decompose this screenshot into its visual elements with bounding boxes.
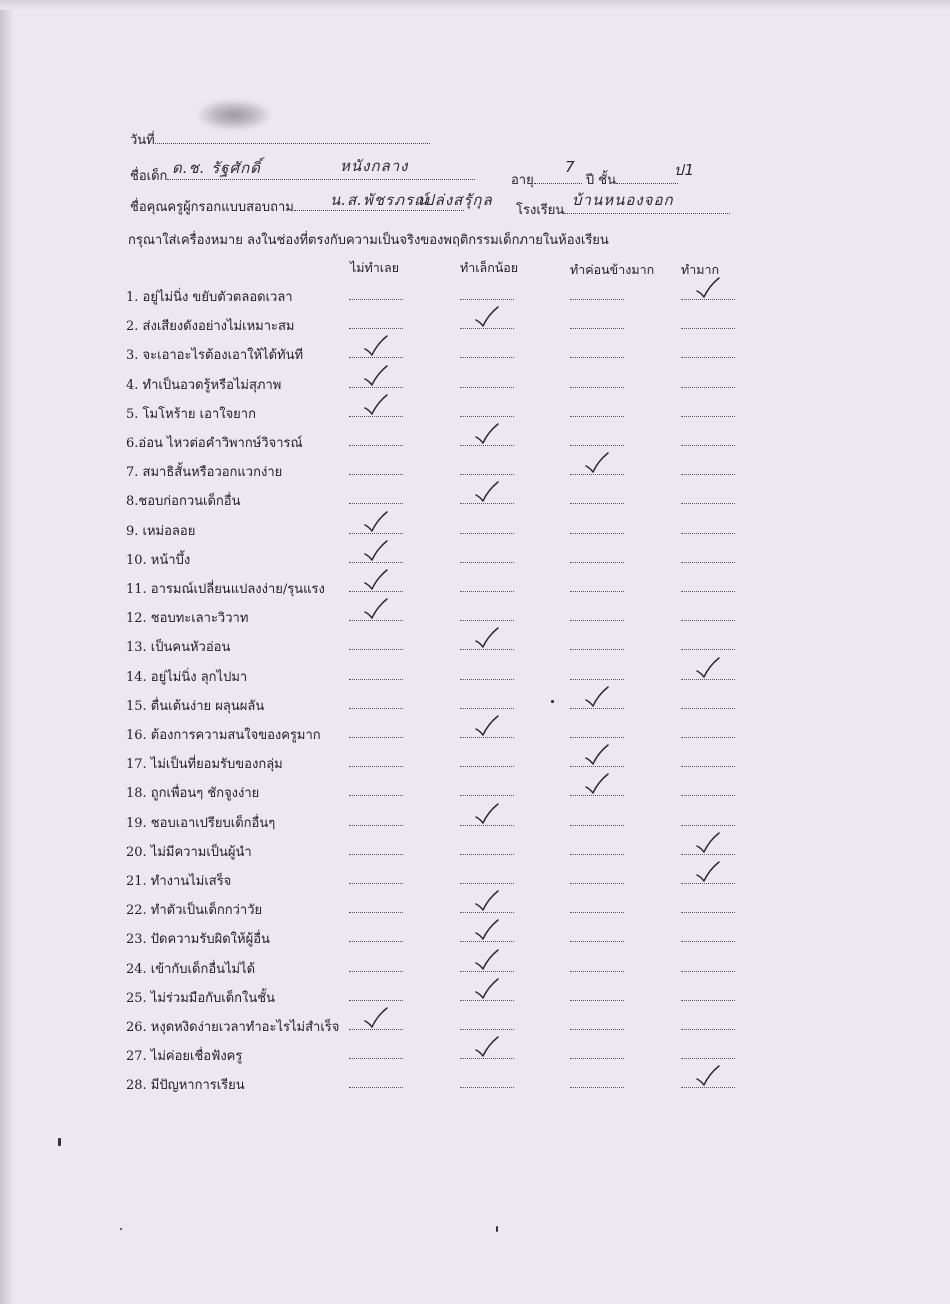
scan-speck <box>551 700 554 703</box>
answer-cell[interactable] <box>460 766 514 767</box>
question-label: 15. ตื่นเต้นง่าย ผลุนผลัน <box>126 699 265 714</box>
column-header-very: ทำมาก <box>681 262 720 277</box>
answer-cell[interactable] <box>570 971 624 972</box>
answer-cell[interactable] <box>570 883 624 884</box>
question-label: 3. จะเอาอะไรต้องเอาให้ได้ทันที <box>126 348 304 363</box>
check-mark-icon <box>363 1006 389 1030</box>
answer-cell[interactable] <box>570 445 624 446</box>
question-label: 25. ไม่ร่วมมือกับเด็กในชั้น <box>126 991 275 1006</box>
answer-cell[interactable] <box>460 387 514 388</box>
answer-cell[interactable] <box>570 912 624 913</box>
answer-cell[interactable] <box>349 503 403 504</box>
question-label: 4. ทำเป็นอวดรู้หรือไม่สุภาพ <box>126 378 282 393</box>
school-label: โรงเรียน <box>516 203 565 218</box>
answer-cell[interactable] <box>349 474 403 475</box>
answer-cell[interactable] <box>570 679 624 680</box>
question-label: 20. ไม่มีความเป็นผู้นำ <box>126 845 252 860</box>
answer-cell[interactable] <box>570 533 624 534</box>
answer-cell[interactable] <box>681 912 735 913</box>
answer-cell[interactable] <box>681 708 735 709</box>
teacher-label: ชื่อคุณครูผู้กรอกแบบสอบถาม <box>130 200 294 215</box>
check-mark-icon <box>474 977 500 1001</box>
answer-cell[interactable] <box>349 328 403 329</box>
question-label: 14. อยู่ไม่นิ่ง ลุกไปมา <box>126 670 248 685</box>
check-mark-icon <box>695 1064 721 1088</box>
check-mark-icon <box>695 860 721 884</box>
answer-cell[interactable] <box>681 416 735 417</box>
question-label: 27. ไม่ค่อยเชื่อฟังครู <box>126 1049 243 1064</box>
question-label: 28. มีปัญหาการเรียน <box>126 1078 245 1093</box>
child-name-label: ชื่อเด็ก <box>130 169 168 184</box>
answer-cell[interactable] <box>570 503 624 504</box>
question-label: 17. ไม่เป็นที่ยอมรับของกลุ่ม <box>126 757 283 772</box>
answer-cell[interactable] <box>460 795 514 796</box>
answer-cell[interactable] <box>681 941 735 942</box>
answer-cell[interactable] <box>570 941 624 942</box>
column-header-none: ไม่ทำเลย <box>350 260 400 275</box>
check-mark-icon <box>695 656 721 680</box>
age-line <box>511 169 678 190</box>
redaction-smudge <box>198 100 270 130</box>
answer-cell[interactable] <box>349 1000 403 1001</box>
check-mark-icon <box>474 626 500 650</box>
question-label: 11. อารมณ์เปลี่ยนแปลงง่าย/รุนแรง <box>126 582 325 597</box>
answer-cell[interactable] <box>570 299 624 300</box>
check-mark-icon <box>474 948 500 972</box>
answer-cell[interactable] <box>681 649 735 650</box>
check-mark-icon <box>695 276 721 300</box>
answer-cell[interactable] <box>570 854 624 855</box>
check-mark-icon <box>363 510 389 534</box>
answer-cell[interactable] <box>681 825 735 826</box>
question-label: 12. ชอบทะเลาะวิวาท <box>126 611 249 626</box>
answer-cell[interactable] <box>349 883 403 884</box>
answer-cell[interactable] <box>460 1029 514 1030</box>
teacher-surname-value: เปล่งสรัุกุล <box>418 191 493 209</box>
answer-cell[interactable] <box>349 795 403 796</box>
check-mark-icon <box>584 685 610 709</box>
date-line <box>130 129 430 150</box>
answer-cell[interactable] <box>570 649 624 650</box>
answer-cell[interactable] <box>349 299 403 300</box>
question-label: 7. สมาธิสั้นหรือวอกแวกง่าย <box>126 465 283 480</box>
answer-cell[interactable] <box>349 766 403 767</box>
answer-cell[interactable] <box>349 1058 403 1059</box>
check-mark-icon <box>474 889 500 913</box>
year-grade-label: ปี ชั้น <box>585 173 616 188</box>
answer-cell[interactable] <box>570 1058 624 1059</box>
check-mark-icon <box>363 597 389 621</box>
age-value: 7 <box>565 158 576 176</box>
answer-cell[interactable] <box>570 416 624 417</box>
check-mark-icon <box>584 451 610 475</box>
question-label: 23. ปัดความรับผิดให้ผู้อื่น <box>126 932 270 947</box>
question-label: 1. อยู่ไม่นิ่ง ขยับตัวตลอดเวลา <box>126 290 293 305</box>
question-label: 5. โมโหร้าย เอาใจยาก <box>126 407 256 422</box>
date-label: วันที่ <box>130 133 155 148</box>
scan-speck <box>58 1138 61 1146</box>
instruction: กรุณาใส่เครื่องหมาย ลงในช่องที่ตรงกับความเป็นจริงของพฤติกรรมเด็กภายในห้องเรียน <box>128 233 609 248</box>
check-mark-icon <box>474 422 500 446</box>
age-label: อายุ <box>511 173 534 188</box>
question-label: 16. ต้องการความสนใจของครูมาก <box>126 728 321 743</box>
answer-cell[interactable] <box>681 766 735 767</box>
answer-cell[interactable] <box>460 620 514 621</box>
question-label: 24. เข้ากับเด็กอื่นไม่ได้ <box>126 962 256 977</box>
answer-cell[interactable] <box>460 416 514 417</box>
answer-cell[interactable] <box>681 562 735 563</box>
answer-cell[interactable] <box>349 912 403 913</box>
answer-cell[interactable] <box>681 737 735 738</box>
check-mark-icon <box>363 364 389 388</box>
child-surname-value: หนังกลาง <box>340 157 409 175</box>
answer-cell[interactable] <box>460 357 514 358</box>
answer-cell[interactable] <box>570 825 624 826</box>
answer-cell[interactable] <box>570 1087 624 1088</box>
question-label: 21. ทำงานไม่เสร็จ <box>126 874 232 889</box>
answer-cell[interactable] <box>349 679 403 680</box>
check-mark-icon <box>474 802 500 826</box>
question-label: 2. ส่งเสียงดังอย่างไม่เหมาะสม <box>126 319 295 334</box>
answer-cell[interactable] <box>349 445 403 446</box>
answer-cell[interactable] <box>460 679 514 680</box>
scan-edge-top <box>0 0 950 10</box>
question-label: 6.อ่อน ไหวต่อคำวิพากษ์วิจารณ์ <box>126 436 303 451</box>
grade-field[interactable] <box>616 171 678 184</box>
answer-cell[interactable] <box>681 328 735 329</box>
answer-cell[interactable] <box>460 1087 514 1088</box>
answer-cell[interactable] <box>681 387 735 388</box>
answer-cell[interactable] <box>460 883 514 884</box>
answer-cell[interactable] <box>681 445 735 446</box>
check-mark-icon <box>695 831 721 855</box>
answer-cell[interactable] <box>570 387 624 388</box>
answer-cell[interactable] <box>681 474 735 475</box>
answer-cell[interactable] <box>570 1029 624 1030</box>
answer-cell[interactable] <box>570 737 624 738</box>
answer-cell[interactable] <box>460 854 514 855</box>
answer-cell[interactable] <box>681 971 735 972</box>
answer-cell[interactable] <box>460 533 514 534</box>
answer-cell[interactable] <box>570 328 624 329</box>
answer-cell[interactable] <box>681 357 735 358</box>
answer-cell[interactable] <box>570 1000 624 1001</box>
answer-cell[interactable] <box>681 1029 735 1030</box>
answer-cell[interactable] <box>460 708 514 709</box>
check-mark-icon <box>474 305 500 329</box>
answer-cell[interactable] <box>681 533 735 534</box>
question-label: 13. เป็นคนหัวอ่อน <box>126 640 231 655</box>
school-value: บ้านหนองจอก <box>572 191 674 209</box>
check-mark-icon <box>584 772 610 796</box>
answer-cell[interactable] <box>681 795 735 796</box>
question-label: 22. ทำตัวเป็นเด็กกว่าวัย <box>126 903 263 918</box>
answer-cell[interactable] <box>570 357 624 358</box>
answer-cell[interactable] <box>460 562 514 563</box>
question-label: 26. หงุดหงิดง่ายเวลาทำอะไรไม่สำเร็จ <box>126 1020 340 1035</box>
column-header-fairly: ทำค่อนข้างมาก <box>570 262 655 277</box>
check-mark-icon <box>363 539 389 563</box>
answer-cell[interactable] <box>349 1087 403 1088</box>
answer-cell[interactable] <box>349 941 403 942</box>
answer-cell[interactable] <box>349 737 403 738</box>
answer-cell[interactable] <box>460 591 514 592</box>
date-field[interactable] <box>155 131 430 144</box>
answer-cell[interactable] <box>681 591 735 592</box>
answer-cell[interactable] <box>349 708 403 709</box>
question-label: 18. ถูกเพื่อนๆ ชักจูงง่าย <box>126 786 260 801</box>
answer-cell[interactable] <box>349 649 403 650</box>
answer-cell[interactable] <box>570 562 624 563</box>
scan-edge-left <box>0 0 14 1304</box>
child-name-value: ด.ช. รัฐศักดิ์ <box>172 159 261 177</box>
answer-cell[interactable] <box>460 299 514 300</box>
check-mark-icon <box>474 918 500 942</box>
scan-speck <box>120 1228 122 1230</box>
answer-cell[interactable] <box>570 620 624 621</box>
question-label: 19. ชอบเอาเปรียบเด็กอื่นๆ <box>126 816 276 831</box>
question-label: 9. เหม่อลอย <box>126 524 196 539</box>
check-mark-icon <box>474 480 500 504</box>
answer-cell[interactable] <box>349 854 403 855</box>
question-label: 8.ชอบก่อกวนเด็กอื่น <box>126 494 241 509</box>
check-mark-icon <box>363 334 389 358</box>
answer-cell[interactable] <box>460 474 514 475</box>
check-mark-icon <box>474 714 500 738</box>
answer-cell[interactable] <box>570 591 624 592</box>
answer-cell[interactable] <box>349 825 403 826</box>
check-mark-icon <box>584 743 610 767</box>
scan-speck <box>496 1226 498 1232</box>
question-label: 10. หน้าบึ้ง <box>126 553 191 568</box>
check-mark-icon <box>474 1035 500 1059</box>
answer-cell[interactable] <box>349 971 403 972</box>
answer-cell[interactable] <box>681 503 735 504</box>
check-mark-icon <box>363 568 389 592</box>
answer-cell[interactable] <box>681 1000 735 1001</box>
answer-cell[interactable] <box>681 1058 735 1059</box>
answer-cell[interactable] <box>681 620 735 621</box>
check-mark-icon <box>363 393 389 417</box>
column-header-little: ทำเล็กน้อย <box>460 260 519 275</box>
teacher-value: น.ส.พัชรภรณ์ <box>330 191 429 209</box>
grade-value: ป1 <box>674 161 696 179</box>
